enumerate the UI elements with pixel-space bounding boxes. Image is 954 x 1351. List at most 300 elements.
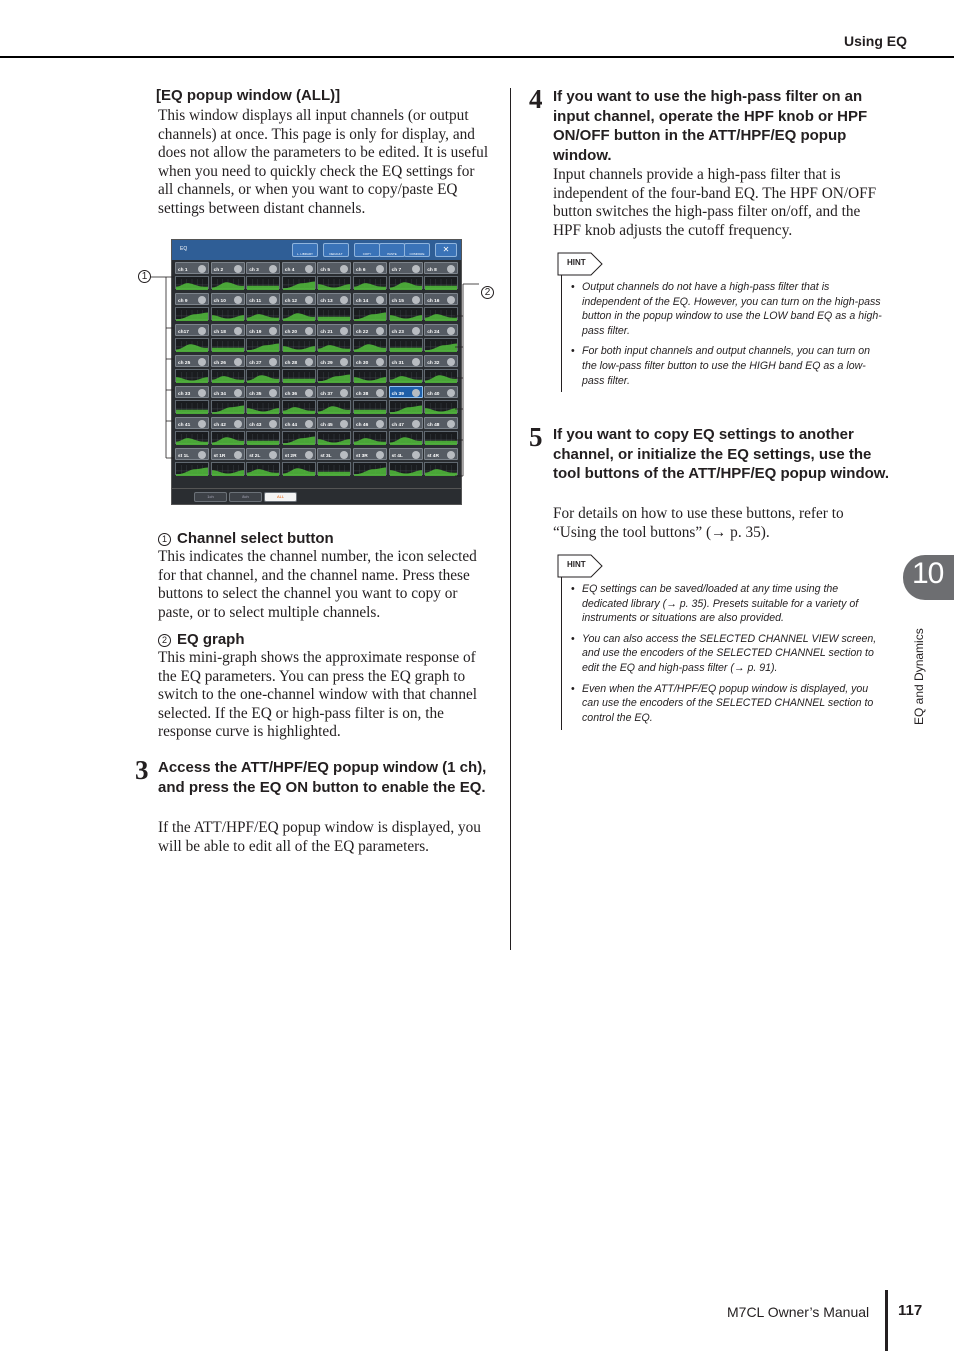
channel-cell [317,262,351,291]
paste-button[interactable]: PASTE [379,243,405,257]
channel-select-button[interactable] [282,262,316,274]
channel-icon [447,420,455,428]
channel-select-button[interactable] [353,355,387,367]
channel-icon [376,358,384,366]
eq-graph[interactable] [246,307,280,320]
channel-icon [234,420,242,428]
channel-cell [282,448,316,477]
channel-cell [246,448,280,477]
channel-select-button[interactable] [246,448,280,460]
channel-select-button[interactable] [389,262,423,274]
channel-cell [246,355,280,384]
eq-curve [176,403,208,414]
footer-manual-title: M7CL Owner’s Manual [727,1304,870,1320]
channel-icon [234,265,242,273]
channel-icon [305,327,313,335]
eq-curve [176,465,208,476]
step3-heading: Access the ATT/HPF/EQ popup window (1 ch), and press the EQ ON button to enable the EQ. [158,759,487,796]
channel-cell [211,262,245,291]
channel-select-button[interactable] [389,355,423,367]
channel-select-button[interactable] [211,355,245,367]
eq-graph[interactable] [175,276,209,289]
eq-graph[interactable] [211,462,245,475]
channel-icon [376,451,384,459]
channel-icon [412,451,420,459]
eq-graph[interactable] [211,431,245,444]
channel-select-button[interactable] [317,386,351,398]
channel-select-button[interactable] [175,386,209,398]
channel-select-button[interactable] [353,448,387,460]
channel-select-button[interactable] [211,448,245,460]
eq-graph[interactable] [246,369,280,382]
eq-graph[interactable] [175,462,209,475]
eq-graph[interactable] [211,400,245,413]
channel-icon [234,389,242,397]
eq-curve [354,279,386,290]
channel-icon [234,358,242,366]
channel-icon [198,358,206,366]
channel-name: ch 29 [320,361,333,366]
channel-select-button[interactable] [389,386,423,398]
eq-graph[interactable] [317,276,351,289]
channel-cell [246,262,280,291]
eq-graph[interactable] [317,338,351,351]
channel-name: ch 36 [284,392,298,397]
channel-name: ch 47 [391,423,404,428]
channel-cell [389,262,423,291]
channel-name: ch 38 [356,392,369,397]
eq-curve [283,434,315,445]
channel-icon [376,420,384,428]
eq-all-heading: [EQ popup window (ALL)] [156,87,341,104]
eq-graph[interactable] [175,400,209,413]
channel-name: st 1R [213,454,226,459]
eq-graph[interactable] [175,431,209,444]
channel-cell [211,448,245,477]
eq-graph[interactable] [353,338,387,351]
eq-graph[interactable] [211,369,245,382]
eq-graph[interactable] [353,369,387,382]
eq-graph[interactable] [246,462,280,475]
eq-graph[interactable] [424,462,458,475]
eq-curve [212,403,244,414]
channel-name: ch17 [178,330,189,335]
chapter-number: 10 [912,557,944,590]
eq-curve [390,279,422,290]
eq-graph[interactable] [424,338,458,351]
eq-curve [390,434,422,445]
eq-graph[interactable] [282,338,316,351]
channel-cell [211,386,245,415]
default-button[interactable]: DEFAULT [323,243,349,257]
hint1-rule [561,272,562,392]
channel-icon [269,265,277,273]
channel-select-button[interactable] [175,324,209,336]
channel-cell [282,417,316,446]
channel-select-button[interactable] [353,417,387,429]
channel-select-button[interactable] [424,324,458,336]
eq-graph[interactable] [389,462,423,475]
eq-curve [425,341,457,352]
channel-select-button[interactable] [424,262,458,274]
item1-title: Channel select button [177,530,334,547]
item2-title: EQ graph [177,631,245,648]
channel-select-button[interactable] [389,417,423,429]
eq-graph[interactable] [424,369,458,382]
channel-name: st 3R [356,454,368,459]
channel-name: ch 22 [356,330,369,335]
eq-curve [176,372,208,383]
eq-graph[interactable] [353,462,387,475]
channel-select-button[interactable] [389,293,423,305]
channel-cell [317,417,351,446]
channel-select-button[interactable] [175,355,209,367]
eq-graph[interactable] [211,307,245,320]
channel-name: ch 32 [427,361,440,366]
eq-curve [354,434,386,445]
eq-graph[interactable] [282,400,316,413]
channel-name: ch 25 [178,361,191,366]
channel-name: ch 3 [249,268,259,273]
channel-name: ch 2 [213,268,224,273]
eq-curve [390,465,422,476]
channel-cell [175,448,209,477]
chapter-label: EQ and Dynamics [912,628,926,725]
channel-icon [198,451,206,459]
eq-graph[interactable] [246,431,280,444]
eq-graph[interactable] [424,400,458,413]
channel-select-button[interactable] [353,262,387,274]
eq-curve [318,341,350,352]
channel-name: ch 24 [427,330,440,335]
channel-cell [175,262,209,291]
header-rule [0,56,954,58]
channel-cell [353,448,387,477]
eq-graph[interactable] [282,276,316,289]
eq-curve [390,372,422,383]
channel-select-button[interactable] [211,324,245,336]
channel-select-button[interactable] [424,417,458,429]
eq-curve [425,465,457,476]
eq-graph[interactable] [389,307,423,320]
channel-name: ch 13 [320,299,333,304]
channel-select-button[interactable] [282,355,316,367]
eq-graph[interactable] [353,276,387,289]
channel-icon [234,296,242,304]
channel-select-button[interactable] [317,448,351,460]
eq-curve [212,434,244,445]
hint1-item: • For both input channels and output channels, you can turn on the low-pass filter button to use the HIGH band EQ as a low-pass filter. [571,344,886,388]
channel-select-button[interactable] [389,448,423,460]
step4-heading: If you want to use the high-pass filter on an input channel, operate the HPF knob or HPF ON/OFF button in the ATT/HPF/EQ popup window. [553,88,868,164]
channel-name: ch 33 [178,392,191,397]
eq-curve [212,341,244,352]
channel-icon [234,327,242,335]
channel-icon [305,296,313,304]
eq-curve [176,341,208,352]
channel-select-button[interactable] [175,293,209,305]
channel-cell [175,324,209,353]
channel-select-button[interactable] [424,386,458,398]
eq-graph[interactable] [389,338,423,351]
step3-body: If the ATT/HPF/EQ popup window is displayed, you will be able to edit all of the EQ parameters. [158,819,481,855]
channel-cell [211,324,245,353]
eq-graph[interactable] [389,431,423,444]
channel-name: ch 11 [249,299,262,304]
channel-name: ch 23 [391,330,404,335]
channel-select-button[interactable] [246,386,280,398]
eq-curve [318,310,350,321]
channel-icon [198,389,206,397]
channel-cell [211,355,245,384]
eq-graph[interactable] [175,307,209,320]
tab-1ch[interactable]: 1ch [194,492,227,502]
channel-icon [198,327,206,335]
channel-select-button[interactable] [317,262,351,274]
channel-select-button[interactable] [317,324,351,336]
channel-icon [269,389,277,397]
channel-select-button[interactable] [353,386,387,398]
callout-2-leader [455,280,485,480]
eq-graph[interactable] [211,276,245,289]
channel-name: ch 41 [178,423,191,428]
eq-graph[interactable] [282,369,316,382]
channel-cell [353,355,387,384]
close-icon[interactable]: ✕ [435,243,457,257]
eq-graph[interactable] [353,431,387,444]
channel-cell [353,293,387,322]
eq-graph[interactable] [317,400,351,413]
channel-name: ch 15 [391,299,404,304]
channel-cell [282,324,316,353]
channel-icon [234,451,242,459]
step3-number: 3 [135,755,149,785]
eq-graph[interactable] [317,431,351,444]
channel-select-button[interactable] [211,293,245,305]
eq-curve [283,372,315,383]
callout-1: 1 [138,270,151,283]
eq-curve [390,310,422,321]
eq-curve [247,403,279,414]
eq-curve [425,310,457,321]
hint2-rule [561,575,562,730]
callout-1-leader [136,268,176,468]
eq-graph[interactable] [424,276,458,289]
channel-select-button[interactable] [282,448,316,460]
eq-curve [212,310,244,321]
channel-icon [447,358,455,366]
section-title: Using EQ [843,33,907,49]
eq-curve [212,279,244,290]
eq-graph[interactable] [175,369,209,382]
eq-curve [354,465,386,476]
channel-cell [282,293,316,322]
channel-icon [340,358,348,366]
channel-icon [269,358,277,366]
eq-curve [247,372,279,383]
channel-cell [424,417,458,446]
channel-select-button[interactable] [424,448,458,460]
channel-name: ch 8 [427,268,437,273]
channel-cell [246,417,280,446]
step4-body: Input channels provide a high-pass filter that is independent of the four-band EQ. The HPF ON/OFF button switches the high-pass filter on/off, and the HPF knob adjusts the cutoff frequency. [553,166,877,239]
channel-select-button[interactable] [317,417,351,429]
tab-8ch[interactable]: 8ch [229,492,262,502]
channel-select-button[interactable] [246,293,280,305]
channel-select-button[interactable] [282,386,316,398]
channel-select-button[interactable] [175,262,209,274]
channel-name: ch 18 [213,330,226,335]
screenshot-title: EQ [180,246,188,252]
channel-cell [175,386,209,415]
eq-curve [354,403,386,414]
channel-select-button[interactable] [246,355,280,367]
channel-cell [424,262,458,291]
channel-cell [389,417,423,446]
channel-select-button[interactable] [282,417,316,429]
channel-name: st 4R [427,454,439,459]
compare-button[interactable]: COMPARE [404,243,430,257]
channel-name: ch 26 [213,361,226,366]
channel-cell [282,262,316,291]
channel-select-button[interactable] [175,417,209,429]
channel-select-button[interactable] [424,355,458,367]
page-number: 117 [898,1302,923,1319]
channel-name: ch 21 [320,330,333,335]
channel-cell [353,262,387,291]
channel-icon [269,451,277,459]
eq-curve [176,310,208,321]
footer-rule [885,1290,888,1351]
channel-name: ch 43 [249,423,262,428]
eq-graph[interactable] [282,462,316,475]
eq-curve [425,434,457,445]
channel-name: ch 9 [178,299,188,304]
channel-name: ch 20 [284,330,298,335]
channel-select-button[interactable] [282,293,316,305]
channel-select-button[interactable] [353,324,387,336]
channel-select-button[interactable] [424,293,458,305]
eq-graph[interactable] [246,400,280,413]
channel-cell [175,417,209,446]
eq-graph[interactable] [317,369,351,382]
channel-select-button[interactable] [246,417,280,429]
channel-name: ch 5 [320,268,330,273]
channel-name: ch 48 [427,423,440,428]
eq-graph[interactable] [353,400,387,413]
channel-cell [353,324,387,353]
channel-icon [198,420,206,428]
eq-curve [283,341,315,352]
channel-cell [175,293,209,322]
channel-icon [305,451,313,459]
channel-name: ch 4 [284,268,295,273]
eq-graph[interactable] [424,431,458,444]
channel-select-button[interactable] [175,448,209,460]
eq-graph[interactable] [389,369,423,382]
channel-select-button[interactable] [246,262,280,274]
channel-select-button[interactable] [211,262,245,274]
step5-number: 5 [529,422,543,452]
eq-graph[interactable] [353,307,387,320]
channel-icon [340,420,348,428]
eq-graph[interactable] [317,462,351,475]
eq-graph[interactable] [282,431,316,444]
channel-select-button[interactable] [211,386,245,398]
channel-cell [175,355,209,384]
channel-name: ch 35 [249,392,262,397]
channel-name: ch 12 [284,299,298,304]
channel-icon [198,296,206,304]
eq-curve [390,341,422,352]
eq-graph[interactable] [317,307,351,320]
channel-cell [424,386,458,415]
eq-graph[interactable] [424,307,458,320]
channel-icon [340,389,348,397]
channel-select-button[interactable] [317,293,351,305]
channel-cell [282,355,316,384]
library-button[interactable]: L. LIBRARY [292,243,318,257]
eq-curve [283,465,315,476]
channel-cell [424,293,458,322]
eq-curve [212,372,244,383]
item2-number: 2 [158,634,171,647]
channel-name: ch 37 [320,392,333,397]
channel-icon [376,265,384,273]
hint2-item: • Even when the ATT/HPF/EQ popup window is displayed, you can use the encoders of the SELECTED CHANNEL section to control the EQ. [571,682,886,726]
channel-icon [376,327,384,335]
channel-icon [412,389,420,397]
copy-button[interactable]: COPY [354,243,380,257]
hint2-list [571,582,886,731]
channel-select-button[interactable] [211,417,245,429]
eq-curve [283,279,315,290]
channel-select-button[interactable] [282,324,316,336]
channel-cell [353,417,387,446]
channel-select-button[interactable] [317,355,351,367]
eq-graph[interactable] [389,400,423,413]
channel-name: ch 42 [213,423,226,428]
channel-icon [412,420,420,428]
callout-2: 2 [481,286,494,299]
channel-name: ch 45 [320,423,333,428]
eq-curve [425,403,457,414]
hint1-item: • Output channels do not have a high-pass filter that is independent of the EQ. However, you can turn on the high-pass button in the popup window to use the LOW band EQ as a high-pass filter. [571,280,886,338]
channel-cell [246,324,280,353]
eq-curve [176,434,208,445]
eq-curve [318,434,350,445]
channel-name: ch 14 [356,299,369,304]
eq-curve [318,372,350,383]
channel-icon [269,327,277,335]
channel-cell [389,386,423,415]
channel-select-button[interactable] [353,293,387,305]
channel-select-button[interactable] [246,324,280,336]
channel-icon [412,358,420,366]
channel-name: ch 7 [391,268,402,273]
eq-graph[interactable] [175,338,209,351]
eq-graph[interactable] [389,276,423,289]
eq-curve [318,403,350,414]
eq-graph[interactable] [246,338,280,351]
channel-select-button[interactable] [389,324,423,336]
eq-popup-screenshot [171,239,462,505]
channel-name: ch 27 [249,361,262,366]
tab-all[interactable]: ALL [264,492,297,502]
eq-graph[interactable] [246,276,280,289]
eq-graph[interactable] [282,307,316,320]
eq-graph[interactable] [211,338,245,351]
